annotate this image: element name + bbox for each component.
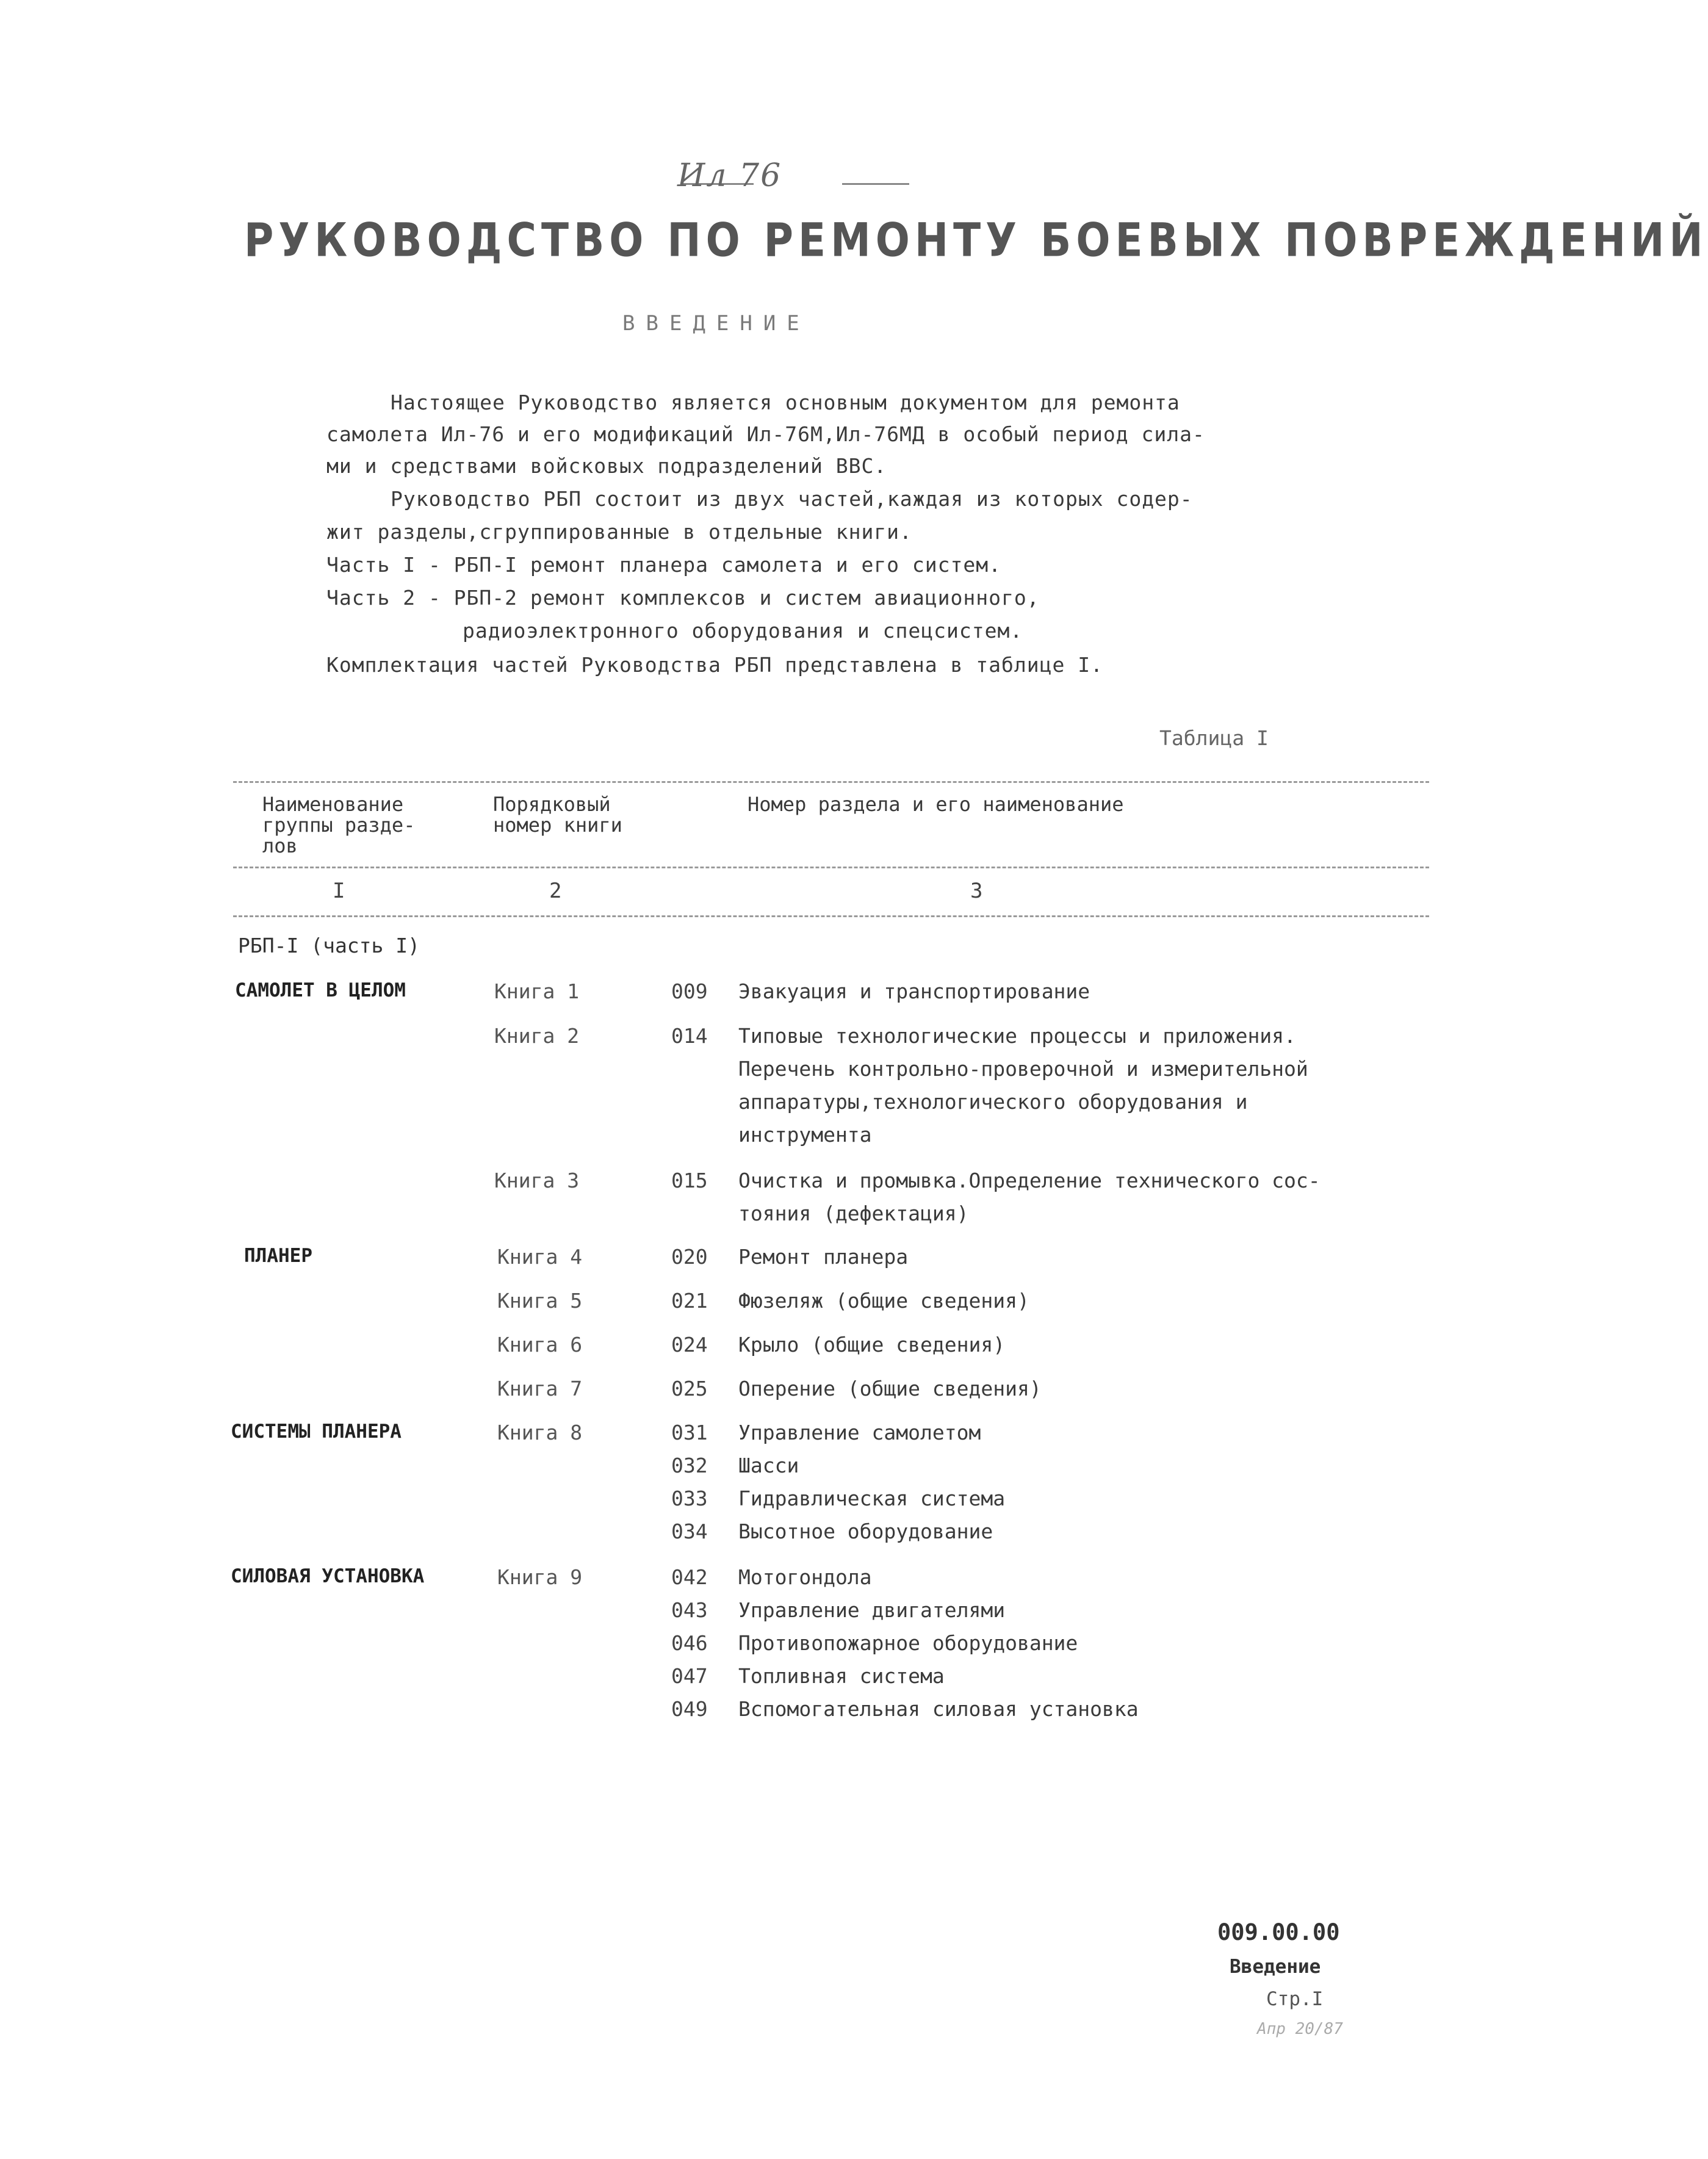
section-code: 042 bbox=[671, 1565, 708, 1589]
section-title: Оперение (общие сведения) bbox=[738, 1377, 1042, 1400]
intro-line-4: Руководство РБП состоит из двух частей,каждая из которых содер- bbox=[391, 487, 1193, 511]
section-code: 049 bbox=[671, 1697, 708, 1721]
section-code: 032 bbox=[671, 1454, 708, 1477]
group-name: САМОЛЕТ В ЦЕЛОМ bbox=[235, 979, 406, 1001]
section-title: Фюзеляж (общие сведения) bbox=[738, 1289, 1029, 1313]
group-name: СИСТЕМЫ ПЛАНЕРА bbox=[231, 1421, 402, 1443]
section-title: Топливная система bbox=[738, 1664, 945, 1688]
section-code: 014 bbox=[671, 1024, 708, 1048]
revision-stamp: Апр 20/87 bbox=[1257, 2020, 1343, 2038]
section-title-continued: аппаратуры,технологического оборудования и bbox=[738, 1090, 1248, 1114]
section-title: Эвакуация и транспортирование bbox=[738, 979, 1090, 1003]
section-code: 047 bbox=[671, 1664, 708, 1688]
section-title: Противопожарное оборудование bbox=[738, 1631, 1078, 1655]
section-code: 015 bbox=[671, 1169, 708, 1192]
table-caption: Таблица I bbox=[1159, 726, 1269, 750]
section-name: Введение bbox=[1230, 1956, 1321, 1978]
handwritten-mark: Ил 76 bbox=[677, 157, 782, 194]
header-col3: Номер раздела и его наименование bbox=[748, 793, 1124, 816]
book-number: Книга 5 bbox=[497, 1289, 583, 1313]
section-title-continued: инструмента bbox=[738, 1123, 872, 1147]
section-title: Типовые технологические процессы и приложения. bbox=[738, 1024, 1296, 1048]
header-col2-line1: Порядковый bbox=[493, 793, 611, 816]
intro-line-9: Комплектация частей Руководства РБП представлена в таблице I. bbox=[326, 653, 1103, 677]
intro-line-7: Часть 2 - РБП-2 ремонт комплексов и систем авиационного, bbox=[326, 586, 1040, 610]
section-code: 024 bbox=[671, 1333, 708, 1357]
section-code: 025 bbox=[671, 1377, 708, 1400]
intro-line-6: Часть I - РБП-I ремонт планера самолета и его систем. bbox=[326, 553, 1001, 577]
book-number: Книга 7 bbox=[497, 1377, 583, 1400]
intro-line-8: радиоэлектронного оборудования и спецсистем. bbox=[463, 619, 1023, 643]
book-number: Книга 2 bbox=[494, 1024, 580, 1048]
section-code: 033 bbox=[671, 1487, 708, 1510]
section-title-continued: тояния (дефектация) bbox=[738, 1202, 969, 1225]
column-number-1: I bbox=[333, 879, 345, 903]
intro-line-3: ми и средствами войсковых подразделений ВВС. bbox=[326, 454, 887, 478]
section-title: Мотогондола bbox=[738, 1565, 872, 1589]
section-title-continued: Перечень контрольно-проверочной и измерительной bbox=[738, 1057, 1308, 1081]
book-number: Книга 8 bbox=[497, 1421, 583, 1444]
book-number: Книга 4 bbox=[497, 1245, 583, 1269]
intro-line-1: Настоящее Руководство является основным документом для ремонта bbox=[391, 391, 1180, 414]
intro-line-5: жит разделы,сгруппированные в отдельные книги. bbox=[326, 520, 912, 544]
section-title: Шасси bbox=[738, 1454, 799, 1477]
section-title: Крыло (общие сведения) bbox=[738, 1333, 1006, 1357]
section-title: Очистка и промывка.Определение технического сос- bbox=[738, 1169, 1321, 1192]
group-name: СИЛОВАЯ УСТАНОВКА bbox=[231, 1565, 425, 1587]
section-code: 031 bbox=[671, 1421, 708, 1444]
group-name: ПЛАНЕР bbox=[244, 1245, 312, 1267]
column-number-3: 3 bbox=[970, 879, 983, 903]
section-title: Управление двигателями bbox=[738, 1598, 1006, 1622]
book-number: Книга 6 bbox=[497, 1333, 583, 1357]
section-code: 021 bbox=[671, 1289, 708, 1313]
section-code: 009 bbox=[671, 979, 708, 1003]
section-title: Управление самолетом bbox=[738, 1421, 981, 1444]
section-title: Вспомогательная силовая установка bbox=[738, 1697, 1139, 1721]
book-number: Книга 9 bbox=[497, 1565, 583, 1589]
section-code: 020 bbox=[671, 1245, 708, 1269]
section-title: Гидравлическая система bbox=[738, 1487, 1006, 1510]
page-title: РУКОВОДСТВО ПО РЕМОНТУ БОЕВЫХ ПОВРЕЖДЕНИЙ bbox=[244, 213, 1708, 267]
section-code: 034 bbox=[671, 1519, 708, 1543]
intro-line-2: самолета Ил-76 и его модификаций Ил-76М,Ил-76МД в особый период сила- bbox=[326, 422, 1205, 446]
page-subtitle: ВВЕДЕНИЕ bbox=[622, 311, 810, 336]
section-code: 046 bbox=[671, 1631, 708, 1655]
book-number: Книга 1 bbox=[494, 979, 580, 1003]
header-col1-line2: группы разде- bbox=[262, 813, 416, 837]
table-header-rule bbox=[233, 867, 1429, 868]
header-col2-line2: номер книги bbox=[493, 813, 622, 837]
section-title: Высотное оборудование bbox=[738, 1519, 993, 1543]
section-code: 043 bbox=[671, 1598, 708, 1622]
page-number: Стр.I bbox=[1266, 1988, 1324, 2010]
column-number-2: 2 bbox=[549, 879, 562, 903]
book-number: Книга 3 bbox=[494, 1169, 580, 1192]
handwritten-underline-right bbox=[842, 183, 909, 185]
table-top-rule bbox=[233, 781, 1429, 783]
header-col1-line3: лов bbox=[262, 834, 298, 857]
header-col1-line1: Наименование bbox=[262, 793, 404, 816]
document-code: 009.00.00 bbox=[1217, 1919, 1340, 1945]
part-label: РБП-I (часть I) bbox=[238, 934, 420, 957]
section-title: Ремонт планера bbox=[738, 1245, 909, 1269]
table-colnum-rule bbox=[233, 915, 1429, 917]
